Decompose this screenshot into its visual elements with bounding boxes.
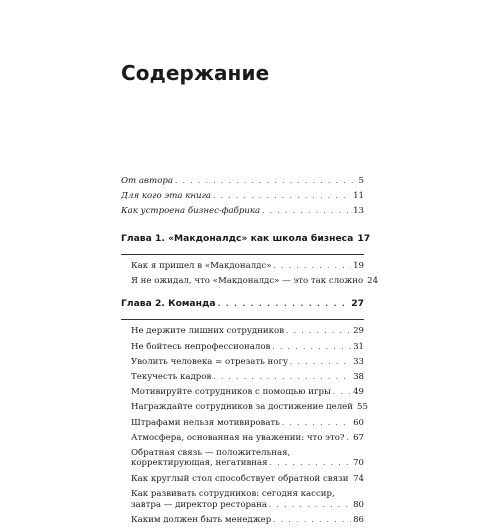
- toc-section[interactable]: [121, 357, 364, 372]
- toc-section-title: Не держите лишних сотрудников: [131, 326, 285, 337]
- toc-section-title: Текучесть кадров: [131, 371, 212, 382]
- toc-page-number: 29: [353, 326, 364, 337]
- dot-leader: [269, 500, 351, 511]
- toc-section-title: Каким должен быть менеджер: [131, 515, 272, 526]
- toc-section-title: Я не ожидал, что «Макдоналдс» — это так сложно: [131, 276, 364, 287]
- toc-chapter-2[interactable]: [121, 299, 364, 315]
- table-of-contents: [121, 176, 379, 530]
- dot-leader: [218, 299, 350, 309]
- toc-section-title: Мотивируйте сотрудников с помощью игры: [131, 387, 331, 398]
- toc-section[interactable]: [121, 448, 364, 474]
- toc-page-number: 13: [353, 206, 364, 216]
- toc-section[interactable]: [121, 387, 364, 402]
- toc-page-number: 55: [356, 402, 368, 413]
- toc-page-number: 70: [353, 458, 364, 469]
- toc-section-title: Атмосфера, основанная на уважении: что это?: [131, 432, 345, 443]
- toc-section-title: Не бойтесь непрофессионалов: [131, 341, 271, 352]
- dot-leader: [270, 458, 352, 469]
- toc-section[interactable]: [121, 402, 368, 417]
- toc-section[interactable]: [121, 433, 364, 448]
- toc-page-number: 60: [353, 417, 364, 428]
- toc-section[interactable]: [121, 489, 364, 515]
- toc-section[interactable]: [121, 372, 364, 387]
- dot-leader: [347, 433, 352, 443]
- toc-page-number: 74: [353, 473, 364, 484]
- dot-leader: [213, 372, 351, 382]
- toc-chapter-1[interactable]: [121, 233, 371, 250]
- chapter-divider: [121, 319, 364, 320]
- toc-entry-title: От автора: [121, 176, 173, 186]
- dot-leader: [286, 326, 351, 336]
- toc-section-title: Как я пришел в «Макдоналдс»: [131, 261, 272, 271]
- dot-leader: [350, 474, 351, 484]
- toc-section-title: Как круглый стол способствует обратной связи: [131, 473, 349, 484]
- toc-entry-title: Как устроена бизнес-фабрика: [121, 206, 261, 216]
- toc-section-title-line2: корректирующая, негативная: [131, 458, 268, 469]
- toc-page-number: 11: [353, 191, 364, 201]
- toc-section-title-line1: Как развивать сотрудников: сегодня кассир,: [131, 489, 335, 500]
- toc-section[interactable]: [121, 342, 364, 357]
- toc-section-title-line1: Обратная связь — положительная,: [131, 447, 291, 458]
- dot-leader: [274, 261, 352, 271]
- toc-page-number: 31: [353, 341, 364, 352]
- toc-section-title-line2: завтра — директор ресторана: [131, 499, 268, 510]
- toc-page-number: 80: [353, 499, 364, 510]
- toc-section[interactable]: [121, 418, 364, 433]
- toc-entry-audience[interactable]: [121, 191, 364, 206]
- toc-section[interactable]: [121, 261, 364, 276]
- dot-leader: [175, 176, 357, 186]
- toc-page-number: 86: [353, 515, 364, 526]
- toc-section[interactable]: [121, 276, 379, 291]
- dot-leader: [272, 342, 351, 352]
- toc-page-number: 27: [351, 298, 364, 310]
- toc-page-number: 5: [358, 176, 364, 186]
- toc-section[interactable]: [121, 326, 364, 341]
- dot-leader: [213, 191, 351, 201]
- toc-page-number: 49: [353, 387, 364, 398]
- dot-leader: [282, 418, 351, 428]
- toc-section[interactable]: [121, 474, 364, 489]
- dot-leader: [262, 206, 351, 216]
- toc-chapter-title: Глава 2. Команда: [121, 298, 216, 310]
- toc-entry-from-author[interactable]: [121, 176, 364, 191]
- toc-section-title: Штрафами нельзя мотивировать: [131, 417, 280, 428]
- toc-section[interactable]: [121, 515, 364, 530]
- toc-section-title: Уволить человека = отрезать ногу: [131, 356, 289, 367]
- toc-page-number: 17: [357, 233, 371, 244]
- toc-page-number: 38: [353, 371, 364, 382]
- dot-leader: [333, 387, 351, 397]
- toc-entry-business-factory[interactable]: [121, 206, 364, 221]
- chapter-divider: [121, 254, 364, 255]
- toc-page-number: 19: [353, 261, 364, 271]
- toc-page-number: 24: [367, 276, 379, 287]
- page-title: Содержание: [121, 61, 270, 85]
- toc-entry-title: Для кого эта книга: [121, 191, 212, 201]
- toc-chapter-title: Глава 1. «Макдоналдс» как школа бизнеса: [121, 233, 354, 244]
- toc-section-title: Награждайте сотрудников за достижение целей: [131, 402, 353, 413]
- toc-page-number: 67: [353, 432, 364, 443]
- dot-leader: [290, 357, 351, 367]
- toc-page-number: 33: [353, 356, 364, 367]
- dot-leader: [273, 515, 351, 525]
